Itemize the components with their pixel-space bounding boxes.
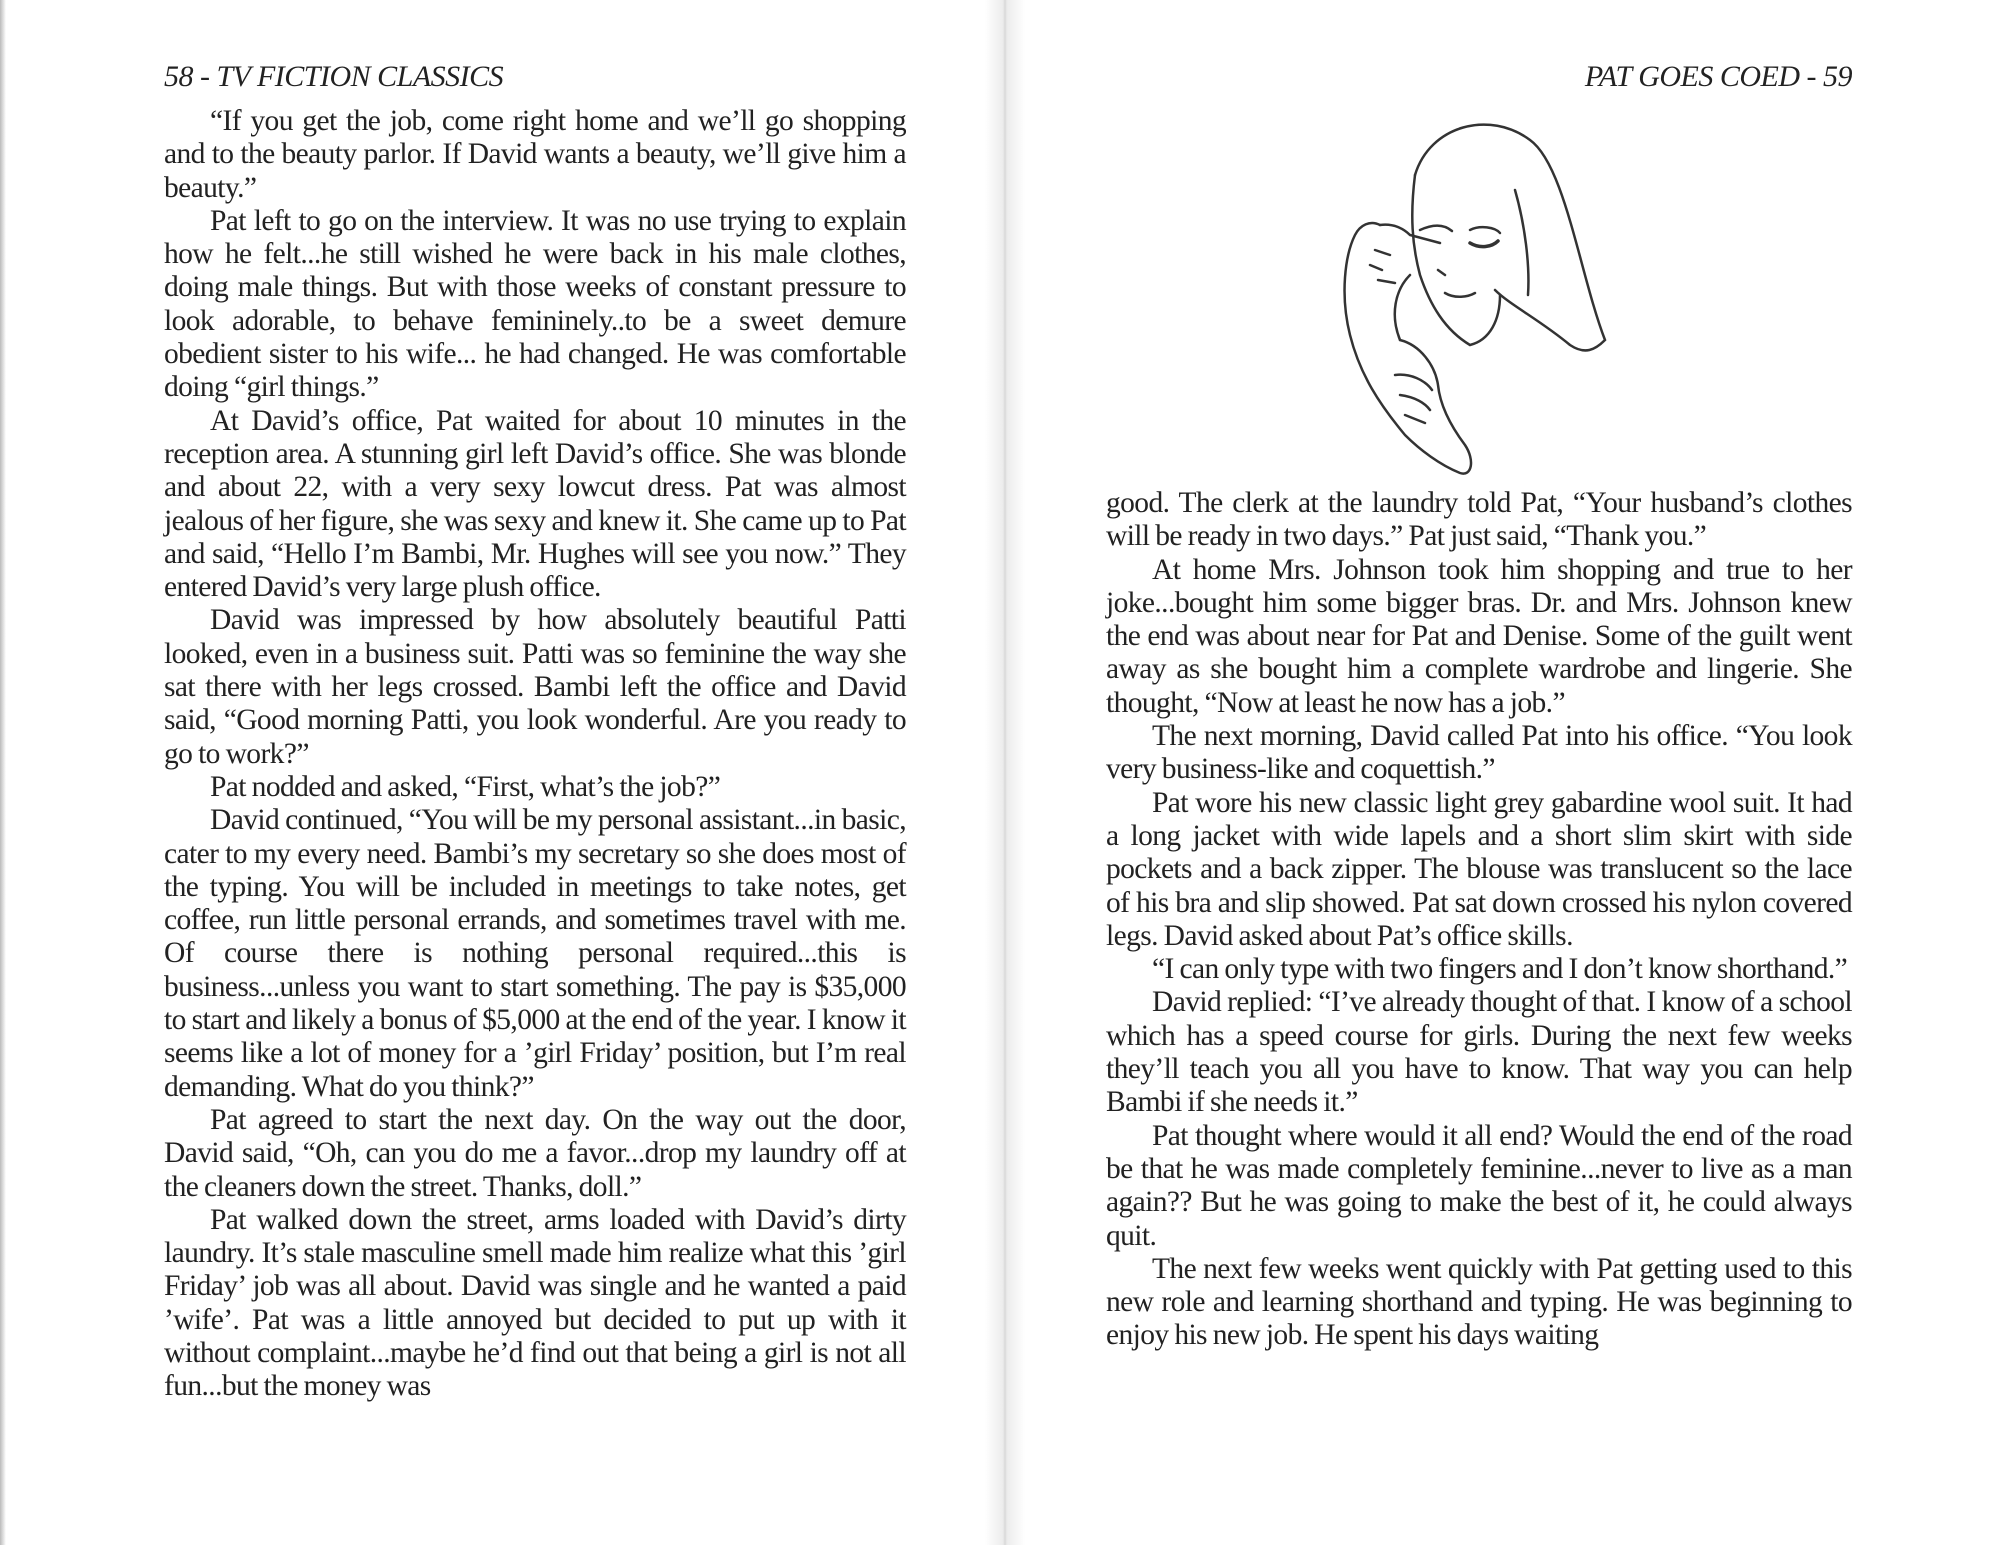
paragraph: David was impressed by how absolutely beautiful Patti looked, even in a business suit. Patti was so feminine the way she sat there with her legs crossed. Bambi left the office and David said, “Good morning Patti, you look wonderful. Are you ready to go to work?” <box>164 604 906 770</box>
paragraph: “I can only type with two fingers and I don’t know shorthand.” <box>1152 953 1848 986</box>
paragraph: At David’s office, Pat waited for about 10 minutes in the reception area. A stunning girl left David’s office. She was blonde and about 22, with a very sexy lowcut dress. Pat was almost jealous of her figure, she was sexy and knew it. She came up to Pat and said, “Hello I’m Bambi, Mr. Hughes will see you now.” They entered David’s very large plush office. <box>164 404 906 604</box>
paragraph: At home Mrs. Johnson took him shopping and true to her joke...bought him some bigger bras. Dr. and Mrs. Johnson knew the end was about near for Pat and Denise. Some of the guilt went away as she bought him a complete wardrobe and lingerie. She thought, “Now at least he now has a job.” <box>1106 553 1852 719</box>
paragraph: Pat left to go on the interview. It was no use trying to explain how he felt...he still wished he were back in his male clothes, doing male things. But with those weeks of constant pressure to look adorable, to behave femininely..to be a sweet demure obedient sister to his wife... he had changed. He was comfortable doing “girl things.” <box>164 204 906 404</box>
paragraph: Pat thought where would it all end? Would the end of the road be that he was made completely feminine...never to live as a man again?? But he was going to make the best of it, he could always quit. <box>1106 1119 1852 1252</box>
page-header: PAT GOES COED - 59 <box>1584 60 1852 93</box>
paragraph: Pat agreed to start the next day. On the way out the door, David said, “Oh, can you do me a favor...drop my laundry off at the cleaners down the street. Thanks, doll.” <box>164 1103 906 1203</box>
illustration-woman-applying-makeup <box>1320 105 1660 487</box>
paragraph: good. The clerk at the laundry told Pat, “Your husband’s clothes will be ready in two days.” Pat just said, “Thank you.” <box>1106 487 1852 553</box>
paragraph: Pat wore his new classic light grey gabardine wool suit. It had a long jacket with wide lapels and a short slim skirt with side pockets and a back zipper. The blouse was translucent so the lace of his bra and slip showed. Pat sat down crossed his nylon covered legs. David asked about Pat’s office skills. <box>1106 786 1852 952</box>
paragraph: Pat nodded and asked, “First, what’s the job?” <box>210 770 721 803</box>
paragraph: “If you get the job, come right home and we’ll go shopping and to the beauty parlor. If David wants a beauty, we’ll give him a beauty.” <box>164 105 906 204</box>
paragraph: Pat walked down the street, arms loaded with David’s dirty laundry. It’s stale masculine smell made him realize what this ’girl Friday’ job was all about. David was single and he wanted a paid ’wife’. Pat was a little annoyed but decided to put up with it without complaint...maybe he’d find out that being a girl is not all fun...but the money was <box>164 1203 906 1403</box>
book-gutter <box>985 0 1025 1545</box>
page-body <box>164 105 906 1404</box>
paragraph: David continued, “You will be my personal assistant...in basic, cater to my every need. Bambi’s my secretary so she does most of the typing. You will be included in meetings to take notes, get coffee, run little personal errands, and sometimes travel with me. Of course there is nothing personal required...this is business...unless you want to start something. The pay is $35,000 to start and likely a bonus of $5,000 at the end of the year. I know it seems like a lot of money for a ’girl Friday’ position, but I’m real demanding. What do you think?” <box>164 804 906 1103</box>
right-page <box>1106 60 1852 1353</box>
left-page <box>164 60 906 1404</box>
page-body <box>1106 487 1852 1353</box>
page-header: 58 - TV FICTION CLASSICS <box>164 60 504 93</box>
paragraph: David replied: “I’ve already thought of that. I know of a school which has a speed course for girls. During the next few weeks they’ll teach you all you have to know. That way you can help Bambi if she needs it.” <box>1106 986 1852 1119</box>
page-edge-shadow <box>0 0 6 1545</box>
paragraph: The next morning, David called Pat into his office. “You look very business-like and coquettish.” <box>1106 720 1852 786</box>
paragraph: The next few weeks went quickly with Pat getting used to this new role and learning shorthand and typing. He was beginning to enjoy his new job. He spent his days waiting <box>1106 1252 1852 1352</box>
